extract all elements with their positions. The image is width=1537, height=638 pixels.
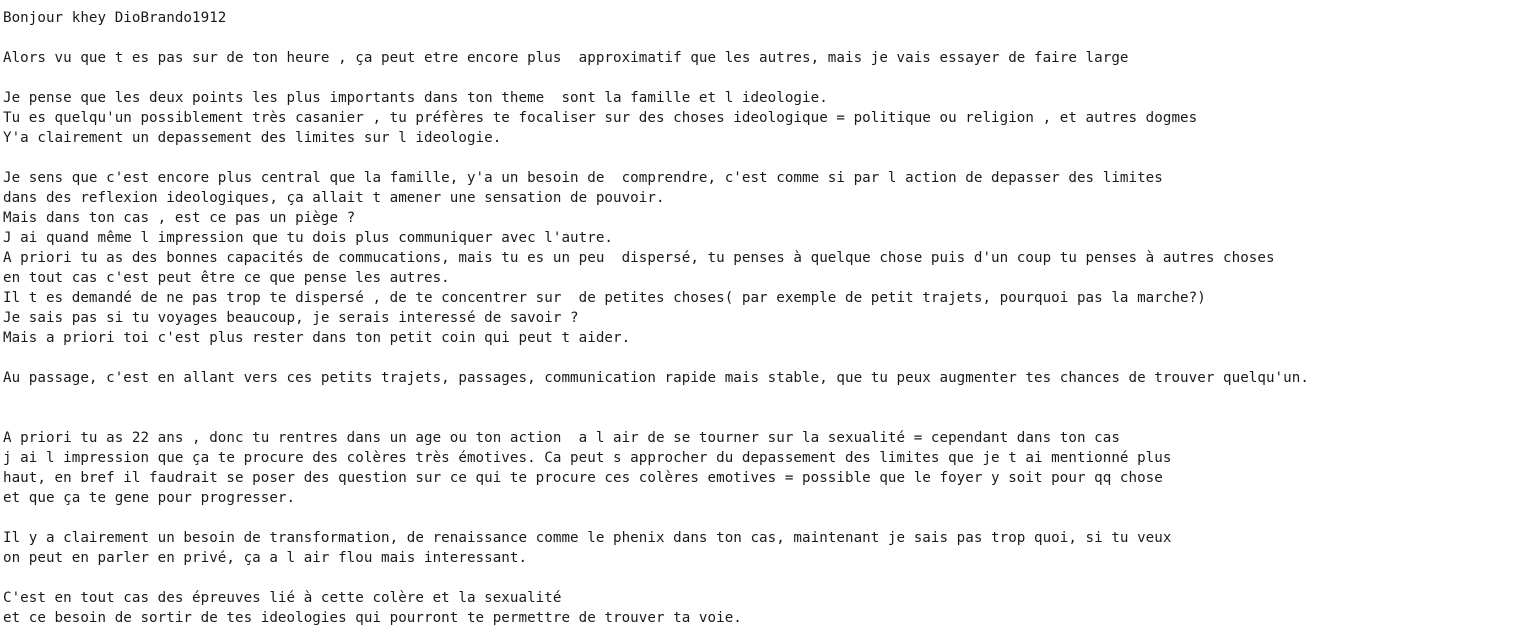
blank-line	[3, 408, 1537, 428]
text-line: Au passage, c'est en allant vers ces petits trajets, passages, communication rapide mais stable, que tu peux augmenter tes chances de trouver quelqu'un.	[3, 370, 1309, 386]
text-line: Je pense que les deux points les plus importants dans ton theme sont la famille et l ideologie.	[3, 90, 828, 106]
text-line: et ce besoin de sortir de tes ideologies qui pourront te permettre de trouver ta voie.	[3, 610, 742, 626]
text-line: Il y a clairement un besoin de transformation, de renaissance comme le phenix dans ton cas, maintenant je sais pas trop quoi, si tu veux	[3, 530, 1172, 546]
text-line: A priori tu as des bonnes capacités de commucations, mais tu es un peu dispersé, tu penses à quelque chose puis d'un coup tu penses à autres choses	[3, 250, 1275, 266]
text-line: et que ça te gene pour progresser.	[3, 490, 296, 506]
text-line: C'est en tout cas des épreuves lié à cette colère et la sexualité	[3, 590, 562, 606]
text-line: en tout cas c'est peut être ce que pense les autres.	[3, 270, 450, 286]
text-line: Je sens que c'est encore plus central que la famille, y'a un besoin de comprendre, c'est comme si par l action de depasser des limites	[3, 170, 1163, 186]
blank-line	[3, 508, 1537, 528]
blank-line	[3, 388, 1537, 408]
blank-line	[3, 348, 1537, 368]
text-line: J ai quand même l impression que tu dois plus communiquer avec l'autre.	[3, 230, 614, 246]
blank-line	[3, 148, 1537, 168]
blank-line	[3, 28, 1537, 48]
text-line: dans des reflexion ideologiques, ça allait t amener une sensation de pouvoir.	[3, 190, 665, 206]
text-line: haut, en bref il faudrait se poser des question sur ce qui te procure ces colères emotives = possible que le foyer y soit pour qq chose	[3, 470, 1163, 486]
text-line: Y'a clairement un depassement des limites sur l ideologie.	[3, 130, 502, 146]
text-line: Mais dans ton cas , est ce pas un piège ?	[3, 210, 356, 226]
text-line: Je sais pas si tu voyages beaucoup, je serais interessé de savoir ?	[3, 310, 579, 326]
text-line: on peut en parler en privé, ça a l air flou mais interessant.	[3, 550, 528, 566]
text-line: Bonjour khey DioBrando1912	[3, 10, 227, 26]
text-line: Alors vu que t es pas sur de ton heure , ça peut etre encore plus approximatif que les autres, mais je vais essayer de faire large	[3, 50, 1129, 66]
text-document	[3, 8, 1537, 628]
blank-line	[3, 68, 1537, 88]
text-line: Il t es demandé de ne pas trop te dispersé , de te concentrer sur de petites choses( par exemple de petit trajets, pourquoi pas la marche?)	[3, 290, 1206, 306]
text-line: A priori tu as 22 ans , donc tu rentres dans un age ou ton action a l air de se tourner sur la sexualité = cependant dans ton cas	[3, 430, 1120, 446]
blank-line	[3, 568, 1537, 588]
text-line: Tu es quelqu'un possiblement très casanier , tu préfères te focaliser sur des choses ideologique = politique ou religion , et autres dogmes	[3, 110, 1198, 126]
text-line: j ai l impression que ça te procure des colères très émotives. Ca peut s approcher du depassement des limites que je t ai mentionné plus	[3, 450, 1172, 466]
text-line: Mais a priori toi c'est plus rester dans ton petit coin qui peut t aider.	[3, 330, 631, 346]
